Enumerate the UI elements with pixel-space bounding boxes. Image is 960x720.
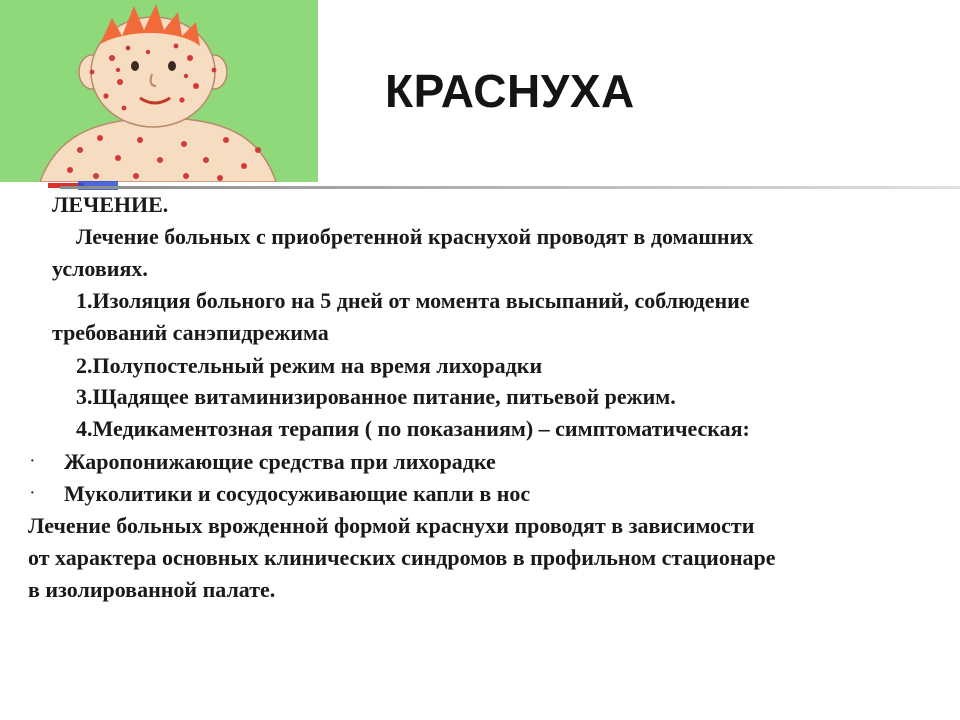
congenital-line-1: Лечение больных врожденной формой краснухи проводят в зависимости: [28, 513, 755, 538]
bullet-item-antipyretics: Жаропонижающие средства при лихорадке: [64, 449, 496, 474]
title-divider: [40, 181, 960, 190]
step-4: 4.Медикаментозная терапия ( по показаниям) – симптоматическая:: [76, 416, 750, 441]
step-1-line-2: требований санэпидрежима: [52, 320, 329, 345]
intro-line-1: Лечение больных с приобретенной краснухой проводят в домашних: [76, 224, 754, 249]
slide-title: КРАСНУХА: [385, 65, 635, 117]
bullet-item-mucolytics: Муколитики и сосудосуживающие капли в нос: [64, 481, 531, 506]
bullet-marker: ·: [30, 486, 35, 501]
child-with-rash-illustration: [0, 0, 318, 182]
congenital-line-3: в изолированной палате.: [28, 577, 276, 602]
step-3: 3.Щадящее витаминизированное питание, питьевой режим.: [76, 384, 676, 409]
step-2: 2.Полупостельный режим на время лихорадки: [76, 353, 543, 378]
congenital-line-2: от характера основных клинических синдромов в профильном стационаре: [28, 545, 776, 570]
child-with-rash-image: [0, 0, 318, 182]
bullet-marker: ·: [30, 454, 35, 469]
intro-line-2: условиях.: [52, 256, 148, 281]
section-heading: ЛЕЧЕНИЕ.: [52, 192, 169, 217]
step-1-line-1: 1.Изоляция больного на 5 дней от момента высыпаний, соблюдение: [76, 288, 750, 313]
